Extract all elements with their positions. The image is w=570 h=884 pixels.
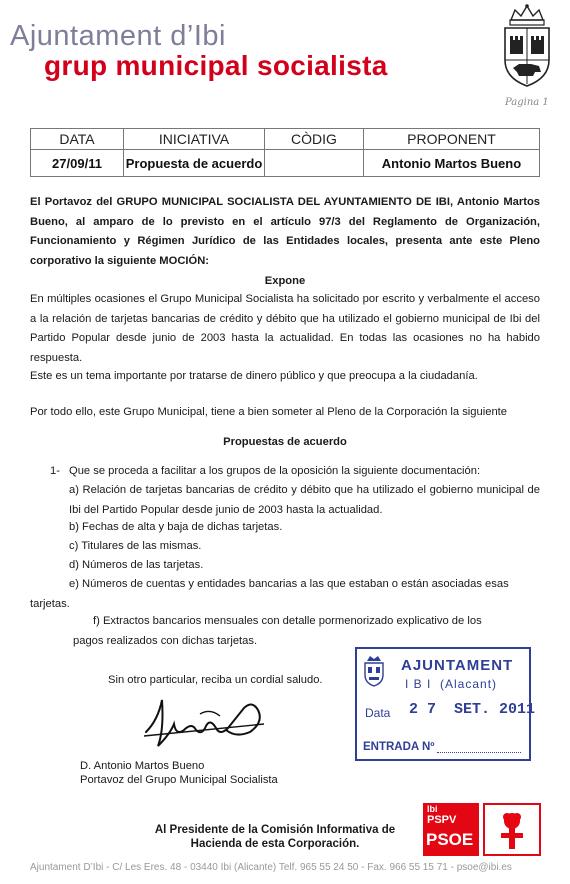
expone-paragraph-2: Este es un tema importante por tratarse de dinero público y que preocupa a la ciudadanía.	[30, 370, 478, 382]
stamp-title: AJUNTAMENT	[401, 657, 514, 674]
subitem-f: f) Extractos bancarios mensuales con detalle pormenorizado explicativo de los pagos realizados con dichas tarjetas.	[73, 615, 482, 647]
header-cell: DATA	[31, 129, 124, 150]
stamp-entry-label: ENTRADA Nº	[363, 741, 435, 753]
header-cell: CÒDIG	[265, 129, 364, 150]
expone-paragraph: En múltiples ocasiones el Grupo Municipal Socialista ha solicitado por escrito y verbalmente el acceso a la relación de tarjetas bancarias de crédito y débito que ha utilizado el gobierno municipal de Ibi del Partido Popular desde junio de 2003 hasta la actualidad. En todas las ocasiones no ha habido respuesta.	[30, 293, 540, 364]
stamp-date-label: Data	[365, 706, 391, 720]
value-cell	[265, 150, 364, 177]
logo-red-block	[423, 803, 479, 856]
value-cell: Propuesta de acuerdo	[124, 150, 265, 177]
stamp-subtitle: I B I (Alacant)	[405, 677, 498, 691]
header-cell: INICIATIVA	[124, 129, 265, 150]
subitem-b: b) Fechas de alta y baja de dichas tarjetas.	[69, 521, 283, 533]
subitem-a: a) Relación de tarjetas bancarias de crédito y débito que ha utilizado el gobierno municipal de Ibi del Partido Popular desde junio de 2003 hasta la actualidad.	[69, 484, 540, 516]
stamp-date-value: 2 7 SET. 2011	[409, 701, 536, 718]
addressee-line-1: Al Presidente de la Comisión Informativa de	[154, 824, 396, 836]
logo-ibi: Ibi	[427, 804, 438, 814]
expone-heading: Expone	[264, 275, 306, 287]
intro-paragraph: El Portavoz del GRUPO MUNICIPAL SOCIALISTA DEL AYUNTAMIENTO DE IBI, Antonio Martos Bueno, al amparo de lo previsto en el artículo 97/3 del Reglamento de Organización, Funcionamiento y Régimen Jurídico de las Entidades locales, presenta ante este Pleno corporativo la siguiente MOCIÓN:	[30, 196, 540, 267]
header-table	[30, 128, 540, 177]
letterhead-group-name: grup municipal socialista	[44, 50, 388, 81]
page-number: Pagina 1	[505, 97, 549, 108]
closing-text: Sin otro particular, reciba un cordial saludo.	[108, 674, 323, 686]
value-cell: 27/09/11	[31, 150, 124, 177]
handwritten-signature-icon	[140, 690, 275, 752]
rose-icon	[485, 805, 539, 854]
stamp-entry-line	[437, 752, 521, 753]
registry-stamp	[355, 647, 536, 761]
item-text: Que se proceda a facilitar a los grupos de la oposición la siguiente documentación:	[69, 465, 481, 477]
subitem-e: e) Números de cuentas y entidades bancarias a las que estaban o están asociadas esas tarjetas.	[30, 578, 509, 610]
header-cell: PROPONENT	[364, 129, 540, 150]
logo-pspv: PSPV	[427, 814, 457, 826]
ibi-coat-of-arms-icon	[497, 2, 557, 90]
subitem-c: c) Titulares de las mismas.	[69, 540, 202, 552]
addressee-block	[120, 823, 430, 851]
rose-icon-frame	[483, 803, 541, 856]
item-number: 1-	[50, 465, 60, 477]
propuestas-heading: Propuestas de acuerdo	[223, 436, 347, 448]
footer-address: Ajuntament D’Ibi - C/ Les Eres. 48 - 03440 Ibi (Alicante) Telf. 965 55 24 50 - Fax. 966 55 15 71 - psoe@ibi.es	[30, 862, 512, 873]
stamp-crest-icon	[363, 655, 385, 687]
value-cell: Antonio Martos Bueno	[364, 150, 540, 177]
addressee-line-2: Hacienda de esta Corporación.	[190, 838, 360, 850]
subitem-d: d) Números de las tarjetas.	[69, 559, 204, 571]
signer-name: D. Antonio Martos Bueno	[80, 760, 205, 772]
logo-psoe: PSOE	[426, 830, 474, 849]
por-todo-paragraph: Por todo ello, este Grupo Municipal, tiene a bien someter al Pleno de la Corporación la siguiente	[30, 406, 507, 418]
signer-role: Portavoz del Grupo Municipal Socialista	[80, 774, 278, 786]
pspv-psoe-logo	[423, 803, 543, 856]
letterhead-ajuntament: Ajuntament d’Ibi	[10, 20, 226, 52]
